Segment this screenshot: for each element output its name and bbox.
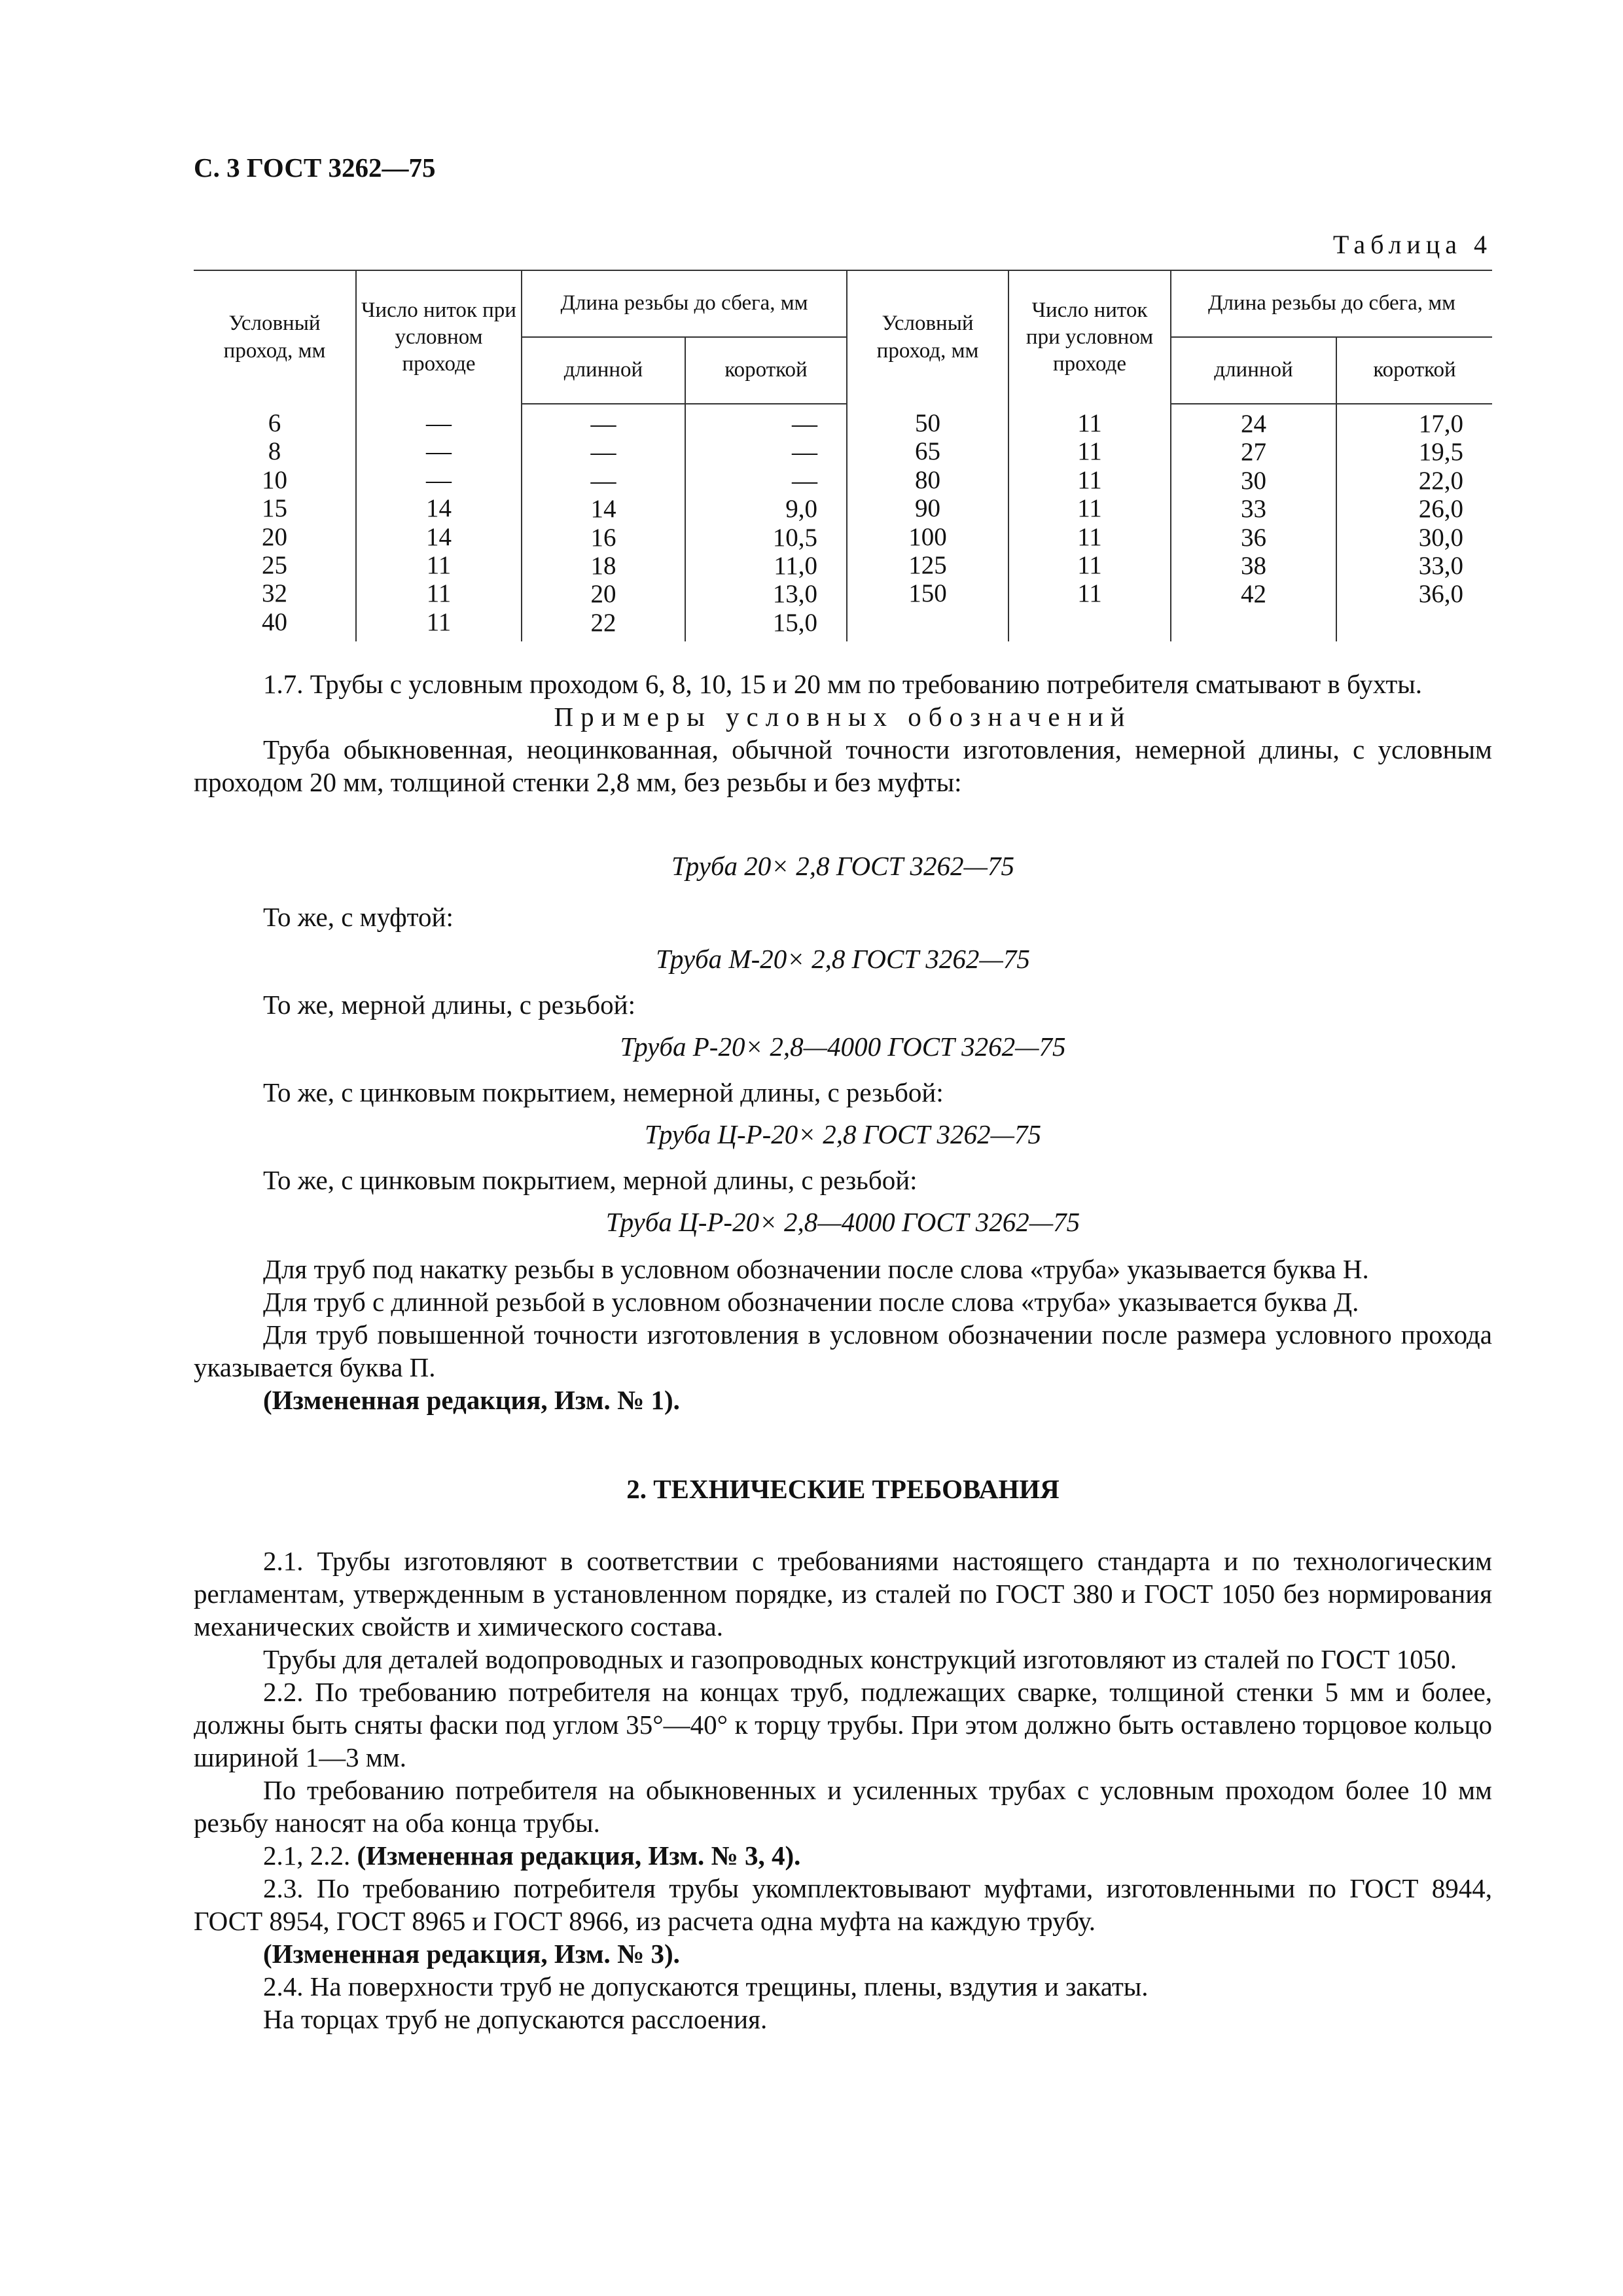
table-cell: 11 bbox=[1077, 465, 1102, 494]
table-cell: 11 bbox=[1077, 437, 1102, 466]
table-cell: — bbox=[792, 410, 817, 438]
table-cell: 100 bbox=[908, 522, 947, 551]
table-cell: 17,0 bbox=[1418, 410, 1463, 438]
col-passage-left bbox=[194, 404, 356, 641]
notes-block bbox=[194, 1253, 1492, 1416]
table-cell: 11 bbox=[426, 550, 452, 579]
table-cell: 20 bbox=[262, 522, 287, 551]
table-cell: 65 bbox=[915, 437, 940, 466]
table-cell: 38 bbox=[1241, 551, 1266, 580]
col-header-threads: Число ниток при условном проходе bbox=[356, 270, 522, 404]
col-header-passage: Условный проход, мм bbox=[194, 270, 356, 404]
table-cell: — bbox=[590, 466, 616, 495]
table-cell: — bbox=[590, 438, 616, 467]
table-cell: 10,5 bbox=[772, 523, 817, 552]
table-cell: 36 bbox=[1241, 523, 1266, 552]
clause-2-1: 2.1. Трубы изготовляют в соответствии с требованиями настоящего стандарта и по технологическим регламентам, утвержденным в установленном порядке, из сталей по ГОСТ 380 и ГОСТ 1050 без нормирования механических свойств и химического состава. bbox=[194, 1546, 1492, 1641]
example-3 bbox=[194, 1030, 1492, 1063]
table-cell: 26,0 bbox=[1418, 495, 1463, 524]
section-title: 2. ТЕХНИЧЕСКИЕ ТРЕБОВАНИЯ bbox=[626, 1474, 1060, 1504]
amendment-clauses: 2.1, 2.2. bbox=[263, 1840, 351, 1871]
table-cell: 15 bbox=[262, 494, 287, 523]
table-cell: 42 bbox=[1241, 580, 1266, 609]
table-cell: 20 bbox=[590, 580, 616, 609]
clause-1-7-block bbox=[194, 668, 1492, 798]
table-cell: 11 bbox=[1077, 522, 1102, 551]
table-cell: 30 bbox=[1241, 466, 1266, 495]
table-cell: 11 bbox=[1077, 409, 1102, 437]
example-caption: То же, с муфтой: bbox=[263, 902, 454, 932]
table-cell: 80 bbox=[915, 465, 940, 494]
example-5 bbox=[194, 1206, 1492, 1238]
table-cell: 18 bbox=[590, 551, 616, 580]
table-cell: 25 bbox=[262, 550, 287, 579]
example-5-label bbox=[194, 1164, 1492, 1196]
example-caption: То же, мерной длины, с резьбой: bbox=[263, 990, 635, 1020]
clause-2-2: 2.2. По требованию потребителя на концах труб, подлежащих сварке, толщиной стенки 5 мм и более, должны быть сняты фаски под углом 35°—40° к торцу трубы. При этом должно быть оставлено торцовое кольцо шириной 1—3 мм. bbox=[194, 1677, 1492, 1772]
table-cell: 15,0 bbox=[772, 608, 817, 637]
example-4-label bbox=[194, 1076, 1492, 1109]
col-header-short: короткой bbox=[685, 337, 847, 404]
table-caption: Таблица 4 bbox=[1332, 230, 1492, 259]
note-precision: Для труб повышенной точности изготовления в условном обозначении после размера условного прохода указывается буква П. bbox=[194, 1319, 1492, 1382]
table-cell: 11 bbox=[1077, 550, 1102, 579]
table-cell: — bbox=[590, 410, 616, 438]
example-2-label bbox=[194, 901, 1492, 933]
section-2-body bbox=[194, 1545, 1492, 2036]
examples-heading: Примеры условных обозначений bbox=[554, 702, 1132, 732]
example-1 bbox=[194, 850, 1492, 882]
col-header-long: длинной bbox=[1171, 337, 1336, 404]
table-cell: 14 bbox=[426, 522, 452, 551]
table-cell: 40 bbox=[262, 607, 287, 636]
table-cell: — bbox=[426, 465, 452, 494]
table-cell: 6 bbox=[268, 409, 281, 437]
table-cell: 14 bbox=[426, 494, 452, 523]
table-cell: 50 bbox=[915, 409, 940, 437]
example-3-label bbox=[194, 988, 1492, 1021]
example-4 bbox=[194, 1118, 1492, 1151]
example-caption: То же, с цинковым покрытием, мерной длины, с резьбой: bbox=[263, 1165, 918, 1195]
table-cell: 16 bbox=[590, 523, 616, 552]
example-caption: То же, с цинковым покрытием, немерной длины, с резьбой: bbox=[263, 1077, 944, 1107]
amendment-note: (Измененная редакция, Изм. № 1). bbox=[263, 1385, 680, 1415]
table-cell: 32 bbox=[262, 579, 287, 608]
table-cell: 11 bbox=[426, 579, 452, 608]
table-cell: 125 bbox=[908, 550, 947, 579]
table-cell: 36,0 bbox=[1418, 580, 1463, 609]
table-cell: 19,5 bbox=[1418, 438, 1463, 467]
table-cell: 33 bbox=[1241, 495, 1266, 524]
table-cell: — bbox=[426, 437, 452, 466]
table-cell: 11 bbox=[426, 607, 452, 636]
col-header-threads: Число ниток при условном проходе bbox=[1008, 270, 1171, 404]
note-long-thread: Для труб с длинной резьбой в условном обозначении после слова «труба» указывается буква Д. bbox=[263, 1287, 1359, 1317]
col-short-right bbox=[1336, 404, 1492, 641]
table-cell: 10 bbox=[262, 465, 287, 494]
designation-formula: Труба Р-20× 2,8—4000 ГОСТ 3262—75 bbox=[620, 1031, 1066, 1062]
clause-1-7: 1.7. Трубы с условным проходом 6, 8, 10, 15 и 20 мм по требованию потребителя сматывают в бухты. bbox=[263, 669, 1423, 699]
amendment-text: (Измененная редакция, Изм. № 3, 4). bbox=[357, 1840, 801, 1871]
amendment-note-3: (Измененная редакция, Изм. № 3). bbox=[263, 1939, 680, 1969]
example-intro: Труба обыкновенная, неоцинкованная, обычной точности изготовления, немерной длины, с условным проходом 20 мм, толщиной стенки 2,8 мм, без резьбы и без муфты: bbox=[194, 734, 1492, 797]
col-long-left bbox=[522, 404, 685, 641]
table-cell: 11 bbox=[1077, 579, 1102, 608]
table-cell: 11 bbox=[1077, 494, 1102, 523]
col-long-right bbox=[1171, 404, 1336, 641]
table-cell: 27 bbox=[1241, 438, 1266, 467]
table-4 bbox=[194, 270, 1492, 641]
table-cell: — bbox=[426, 409, 452, 437]
amendment-note-3-4 bbox=[194, 1839, 1492, 1872]
clause-2-1-steel: Трубы для деталей водопроводных и газопроводных конструкций изготовляют из сталей по ГОСТ 1050. bbox=[263, 1644, 1457, 1674]
col-header-passage: Условный проход, мм bbox=[847, 270, 1008, 404]
table-cell: 33,0 bbox=[1418, 551, 1463, 580]
clause-2-2-thread: По требованию потребителя на обыкновенных и усиленных трубах с условным проходом более 10 мм резьбу наносят на оба конца трубы. bbox=[194, 1775, 1492, 1838]
clause-2-3: 2.3. По требованию потребителя трубы укомплектовывают муфтами, изготовленными по ГОСТ 8944, ГОСТ 8954, ГОСТ 8965 и ГОСТ 8966, из расчета одна муфта на каждую трубу. bbox=[194, 1873, 1492, 1936]
table-cell: 9,0 bbox=[785, 495, 817, 524]
page-header: С. 3 ГОСТ 3262—75 bbox=[194, 152, 436, 183]
designation-formula: Труба Ц-Р-20× 2,8—4000 ГОСТ 3262—75 bbox=[605, 1207, 1080, 1237]
table-cell: 30,0 bbox=[1418, 523, 1463, 552]
clause-2-4-ends: На торцах труб не допускаются расслоения. bbox=[263, 2004, 768, 2034]
table-cell: 22 bbox=[590, 608, 616, 637]
table-cell: 24 bbox=[1241, 410, 1266, 438]
col-passage-right bbox=[847, 404, 1008, 641]
col-header-length: Длина резьбы до сбега, мм bbox=[522, 270, 847, 337]
note-knurling: Для труб под накатку резьбы в условном обозначении после слова «труба» указывается буква Н. bbox=[263, 1254, 1369, 1284]
designation-formula: Труба 20× 2,8 ГОСТ 3262—75 bbox=[671, 851, 1014, 881]
designation-formula: Труба Ц-Р-20× 2,8 ГОСТ 3262—75 bbox=[645, 1119, 1041, 1149]
example-2 bbox=[194, 942, 1492, 975]
thread-length-table bbox=[194, 270, 1492, 641]
table-cell: — bbox=[792, 466, 817, 495]
table-cell: 11,0 bbox=[774, 551, 817, 580]
section-2-heading-block bbox=[194, 1473, 1492, 1505]
table-cell: 8 bbox=[268, 437, 281, 466]
col-header-length: Длина резьбы до сбега, мм bbox=[1171, 270, 1492, 337]
table-cell: 150 bbox=[908, 579, 947, 608]
col-threads-left bbox=[356, 404, 522, 641]
table-cell: — bbox=[792, 438, 817, 467]
col-header-long: длинной bbox=[522, 337, 685, 404]
col-threads-right bbox=[1008, 404, 1171, 641]
col-header-short: короткой bbox=[1336, 337, 1492, 404]
table-cell: 14 bbox=[590, 495, 616, 524]
designation-formula: Труба М-20× 2,8 ГОСТ 3262—75 bbox=[656, 944, 1030, 974]
col-short-left bbox=[685, 404, 847, 641]
table-cell: 22,0 bbox=[1418, 466, 1463, 495]
clause-2-4: 2.4. На поверхности труб не допускаются трещины, плены, вздутия и закаты. bbox=[263, 1971, 1149, 2001]
table-cell: 90 bbox=[915, 494, 940, 523]
table-cell: 13,0 bbox=[772, 580, 817, 609]
